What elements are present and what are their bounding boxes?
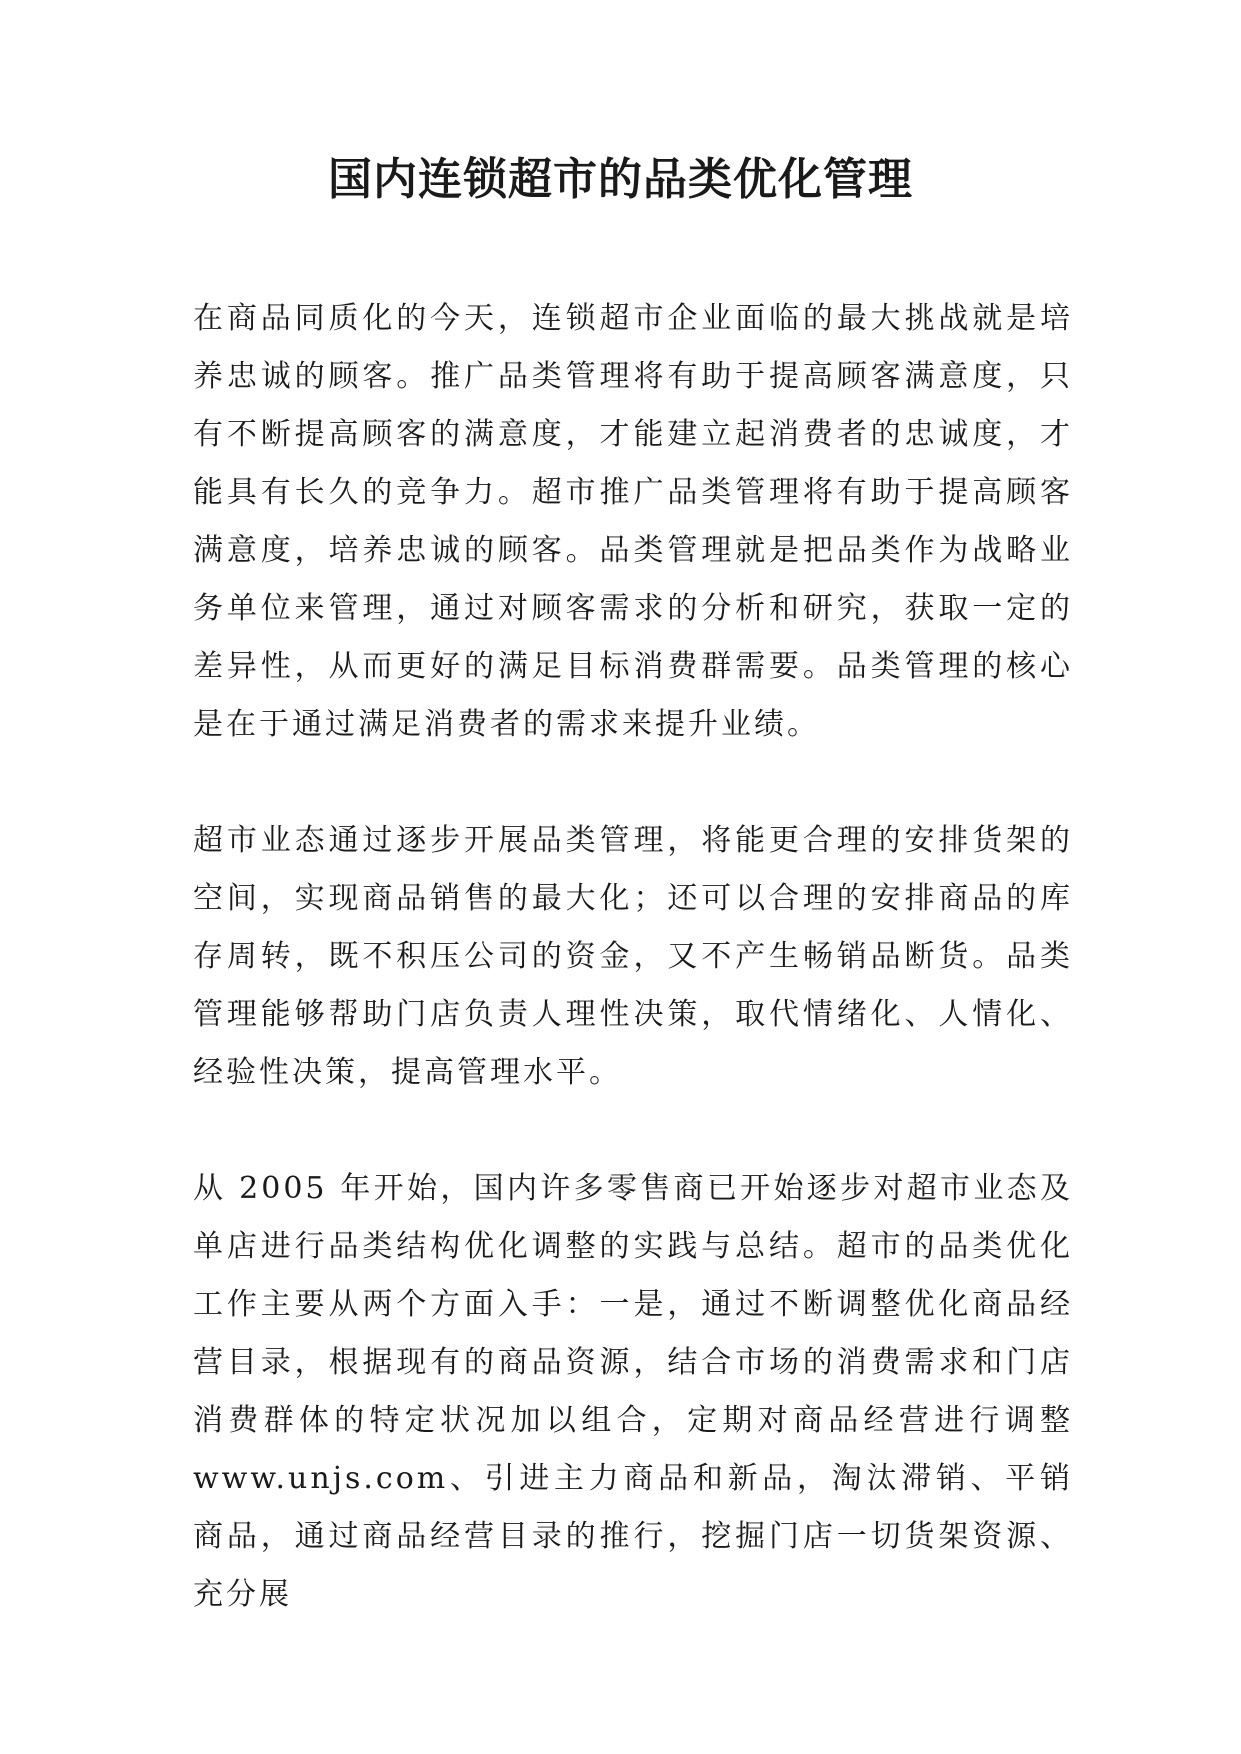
document-body bbox=[193, 290, 1073, 1624]
document-title: 国内连锁超市的品类优化管理 bbox=[328, 154, 913, 205]
paragraph-3: 从 2005 年开始，国内许多零售商已开始逐步对超市业态及单店进行品类结构优化调整的实践与总结。超市的品类优化工作主要从两个方面入手：一是，通过不断调整优化商品经营目录，根据现有的商品资源，结合市场的消费需求和门店消费群体的特定状况加以组合，定期对商品经营进行调整 www.unjs.com、引进主力商品和新品，淘汰滞销、平销商品，通过商品经营目录的推行，挖掘门店一切货架资源、充分展 bbox=[193, 1171, 1073, 1612]
paragraph-1: 在商品同质化的今天，连锁超市企业面临的最大挑战就是培养忠诚的顾客。推广品类管理将有助于提高顾客满意度，只有不断提高顾客的满意度，才能建立起消费者的忠诚度，才能具有长久的竞争力。超市推广品类管理将有助于提高顾客满意度，培养忠诚的顾客。品类管理就是把品类作为战略业务单位来管理，通过对顾客需求的分析和研究，获取一定的差异性，从而更好的满足目标消费群需要。品类管理的核心是在于通过满足消费者的需求来提升业绩。 bbox=[193, 301, 1073, 742]
paragraph-2: 超市业态通过逐步开展品类管理，将能更合理的安排货架的空间，实现商品销售的最大化；还可以合理的安排商品的库存周转，既不积压公司的资金，又不产生畅销品断货。品类管理能够帮助门店负责人理性决策，取代情绪化、人情化、经验性决策，提高管理水平。 bbox=[193, 823, 1073, 1090]
